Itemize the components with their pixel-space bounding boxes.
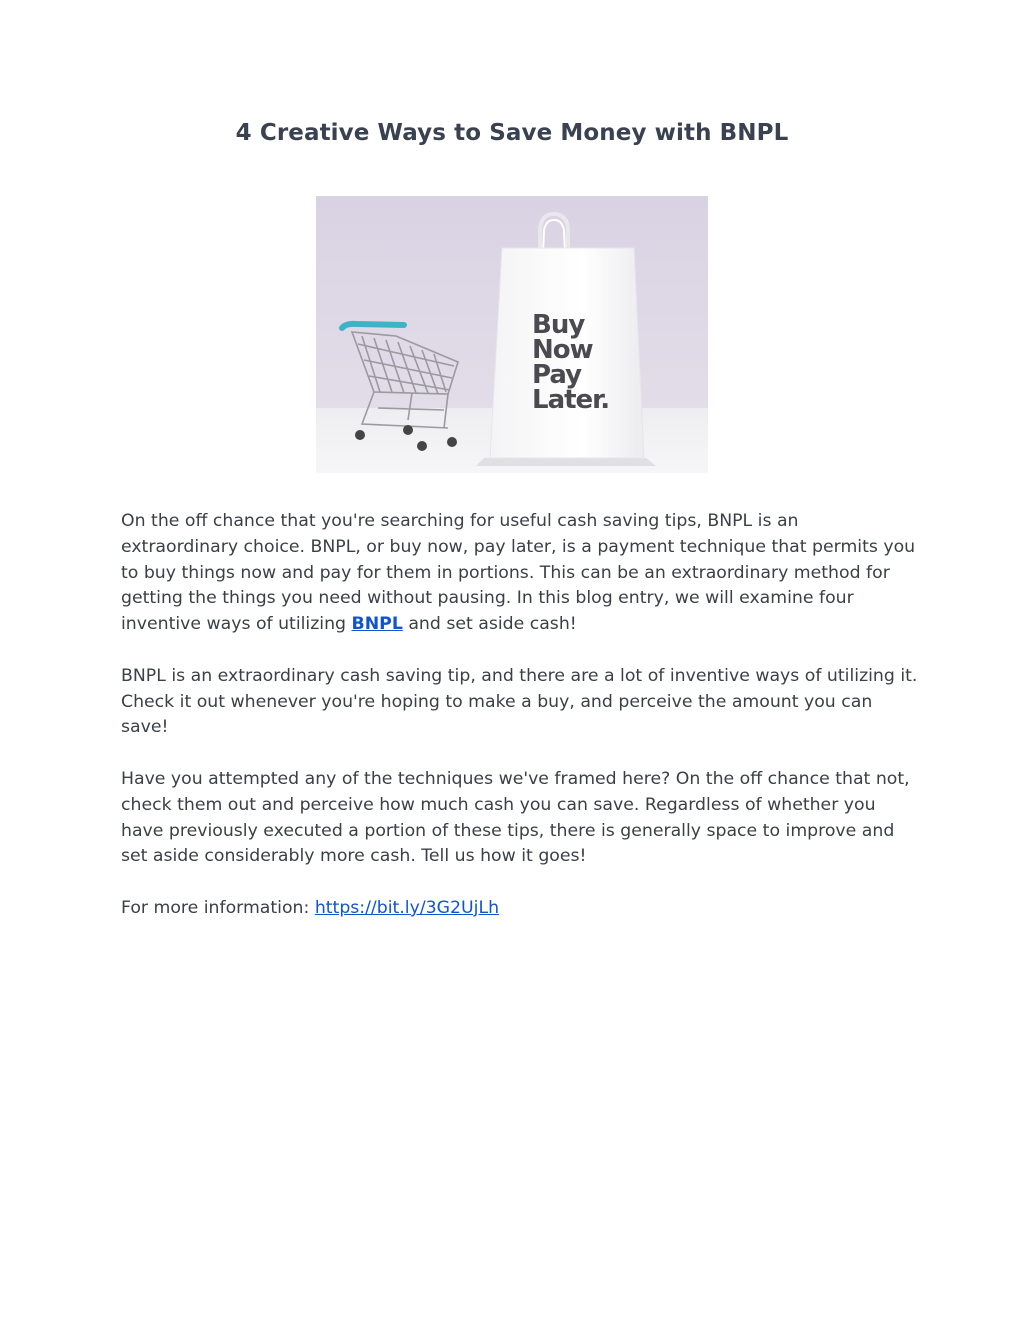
paragraph-intro [121, 509, 921, 638]
bag-text-line-2: Now [532, 335, 593, 365]
hero-image [316, 196, 708, 473]
bag-text-line-1: Buy [532, 310, 585, 340]
article-body [121, 509, 921, 948]
bag-text-line-4: Later. [532, 385, 610, 415]
paragraph-2: BNPL is an extraordinary cash saving tip, and there are a lot of inventive ways of utilizing it. Check it out whenever you're hoping to make a buy, and perceive the amount you can save! [121, 665, 918, 738]
document-title: 4 Creative Ways to Save Money with BNPL [235, 120, 789, 146]
bag-text-line-3: Pay [532, 360, 582, 390]
intro-text: On the off chance that you're searching for useful cash saving tips, BNPL is an extraordinary choice. BNPL, or buy now, pay later, is a payment technique that permits you to buy things now and pay for them in portions. This can be an extraordinary method for getting the things you need without pausing. In this blog entry, we will examine four inventive ways of utilizing [121, 511, 916, 635]
paragraph-3: Have you attempted any of the techniques we've framed here? On the off chance that not, check them out and perceive how much cash you can save. Regardless of whether you have previously executed a portion of these tips, there is generally space to improve and set aside considerably more cash. Tell us how it goes! [121, 768, 910, 867]
bnpl-link[interactable]: BNPL [351, 614, 403, 635]
paragraph-more-info [121, 896, 921, 922]
intro-text-end: and set aside cash! [402, 614, 577, 635]
more-info-link[interactable]: https://bit.ly/3G2UjLh [314, 897, 500, 918]
more-info-label: For more information: [121, 897, 315, 918]
